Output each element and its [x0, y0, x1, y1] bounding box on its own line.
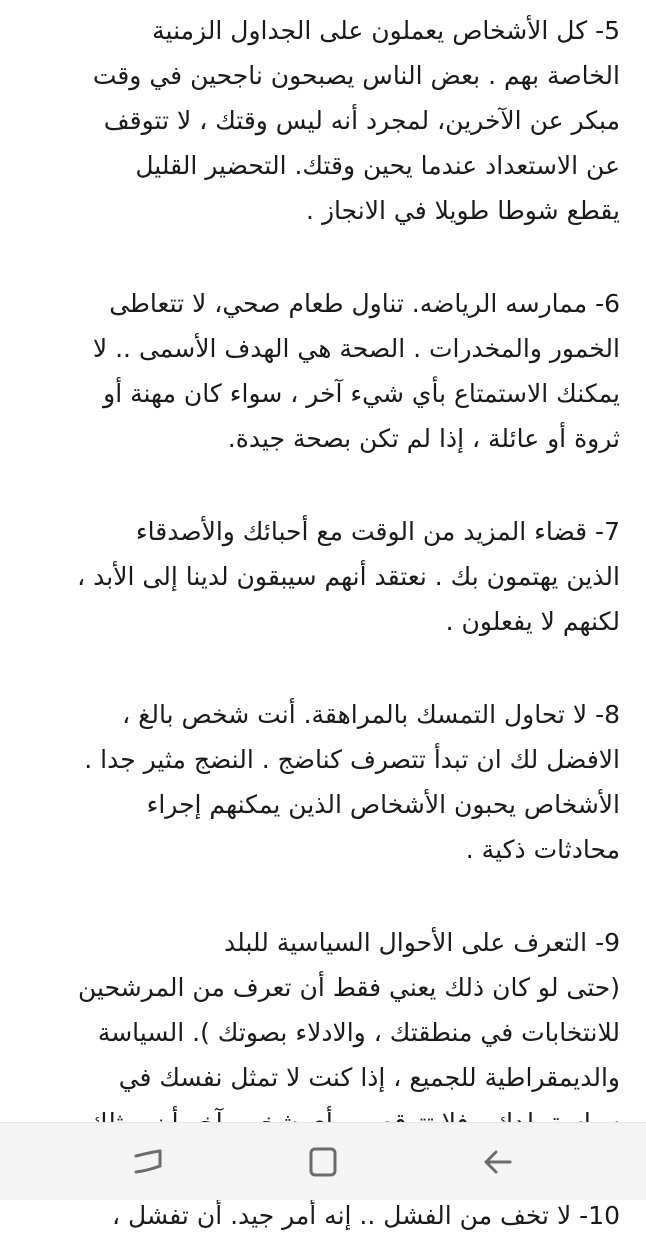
- back-icon: [480, 1144, 516, 1180]
- home-icon: [305, 1144, 341, 1180]
- paragraph-10: 10- لا تخف من الفشل .. إنه أمر جيد. أن تفشل ،: [112, 1201, 620, 1230]
- home-button[interactable]: [283, 1132, 363, 1192]
- paragraph-8: 8- لا تحاول التمسك بالمراهقة. أنت شخص بالغ ، الافضل لك ان تبدأ تتصرف كناضج . النضج مثير جدا . الأشخاص يحبون الأشخاص الذين يمكنهم إجراء محادثات ذكية .: [84, 700, 620, 864]
- paragraph-6: 6- ممارسه الرياضه. تناول طعام صحي، لا تتعاطى الخمور والمخدرات . الصحة هي الهدف الأسمى .. لا يمكنك الاستمتاع بأي شيء آخر ، سواء كان مهنة أو ثروة أو عائلة ، إذا لم تكن بصحة جيدة.: [92, 289, 620, 453]
- recent-apps-button[interactable]: [108, 1132, 188, 1192]
- paragraph-5: 5- كل الأشخاص يعملون على الجداول الزمنية الخاصة بهم . بعض الناس يصبحون ناجحين في وقت مبكر عن الآخرين، لمجرد أنه ليس وقتك ، لا تتوقف عن الاستعداد عندما يحين وقتك. التحضير القليل يقطع شوطا طويلا في الانجاز .: [92, 16, 620, 225]
- navigation-bar: [0, 1122, 646, 1200]
- back-button[interactable]: [458, 1132, 538, 1192]
- paragraph-9: 9- التعرف على الأحوال السياسية للبلد (حتى لو كان ذلك يعني فقط أن تعرف من المرشحين للانتخابات في منطقتك ، والادلاء بصوتك ). السياسة والديمقراطية للجميع ، إذا كنت لا تمثل نفسك في: [78, 928, 620, 1092]
- paragraph-7: 7- قضاء المزيد من الوقت مع أحبائك والأصدقاء الذين يهتمون بك . نعتقد أنهم سيبقون لدينا إلى الأبد ، لكنهم لا يفعلون .: [77, 517, 620, 636]
- recent-apps-icon: [130, 1144, 166, 1180]
